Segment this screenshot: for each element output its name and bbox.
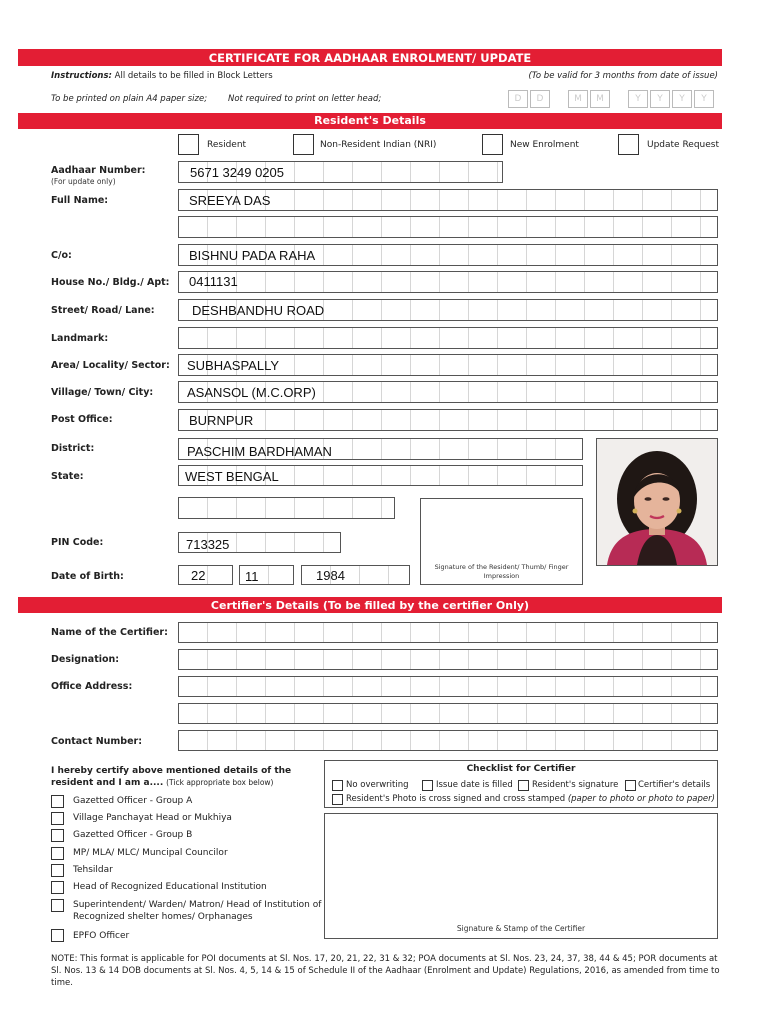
update-request-option-label: Update Request bbox=[647, 140, 720, 150]
date-box-d1[interactable]: D bbox=[508, 90, 528, 108]
landmark-label: Landmark: bbox=[51, 333, 109, 344]
district-label: District: bbox=[51, 443, 95, 454]
role-checkbox-panchayat-head[interactable] bbox=[51, 812, 64, 825]
pin-label: PIN Code: bbox=[51, 537, 104, 548]
certifier-signature-box[interactable] bbox=[324, 813, 718, 939]
checklist-checkbox-certifier-details[interactable] bbox=[625, 780, 636, 791]
checklist-label-photo bbox=[346, 794, 715, 804]
state-field-line2[interactable] bbox=[178, 497, 395, 519]
checklist-checkbox-issue-date[interactable] bbox=[422, 780, 433, 791]
dob-day-value: 22 bbox=[191, 568, 206, 583]
date-box-d2[interactable]: D bbox=[530, 90, 550, 108]
area-label: Area/ Locality/ Sector: bbox=[51, 360, 170, 371]
role-checkbox-educational-head[interactable] bbox=[51, 881, 64, 894]
certifier-declaration bbox=[51, 765, 316, 789]
footer-note: NOTE: This format is applicable for POI documents at Sl. Nos. 17, 20, 21, 22, 31 & 32; POA documents at Sl. Nos. 23, 24, 37, 38, 44 & 45; POR documents at Sl. Nos. 13 & 14 DOB documents at Sl. Nos. 4, 5, 14 & 15 of Schedule II of the Aadhaar (Enrolment and Update) Regulations, 2016, as amended from time to time. bbox=[51, 954, 720, 988]
role-checkbox-epfo[interactable] bbox=[51, 929, 64, 942]
house-field[interactable] bbox=[178, 271, 718, 293]
checklist-photo-note: (paper to photo or photo to paper) bbox=[567, 794, 715, 804]
checklist-label-resident-signature: Resident's signature bbox=[532, 780, 619, 790]
checklist-photo-text: Resident's Photo is cross signed and cross stamped bbox=[346, 794, 566, 804]
role-checkbox-gazetted-b[interactable] bbox=[51, 829, 64, 842]
full-name-value: SREEYA DAS bbox=[189, 193, 271, 208]
dob-day-field[interactable] bbox=[178, 565, 233, 585]
role-checkbox-mp-mla[interactable] bbox=[51, 847, 64, 860]
nri-checkbox[interactable] bbox=[293, 134, 314, 155]
certifier-name-field[interactable] bbox=[178, 622, 718, 643]
new-enrolment-checkbox[interactable] bbox=[482, 134, 503, 155]
aadhaar-field[interactable] bbox=[178, 161, 503, 183]
contact-number-label: Contact Number: bbox=[51, 736, 143, 747]
pin-value: 713325 bbox=[186, 537, 230, 552]
date-box-y1[interactable]: Y bbox=[628, 90, 648, 108]
role-label-shelter-head: Superintendent/ Warden/ Matron/ Head of Institution of Recognized shelter homes/ Orphanages bbox=[73, 900, 322, 922]
full-name-field[interactable] bbox=[178, 189, 718, 211]
state-label: State: bbox=[51, 471, 84, 482]
nri-option-label: Non-Resident Indian (NRI) bbox=[320, 140, 437, 150]
role-label-mp-mla: MP/ MLA/ MLC/ Muncipal Councilor bbox=[73, 848, 228, 858]
state-field[interactable] bbox=[178, 465, 583, 486]
pin-field[interactable] bbox=[178, 532, 341, 553]
checklist-checkbox-no-overwriting[interactable] bbox=[332, 780, 343, 791]
street-value: DESHBANDHU ROAD bbox=[192, 303, 325, 318]
declaration-note: (Tick appropriate box below) bbox=[166, 778, 274, 787]
contact-number-field[interactable] bbox=[178, 730, 718, 751]
office-address-label: Office Address: bbox=[51, 681, 133, 692]
full-name-field-line2[interactable] bbox=[178, 216, 718, 238]
role-label-educational-head: Head of Recognized Educational Institution bbox=[73, 882, 267, 892]
area-field[interactable] bbox=[178, 354, 718, 376]
dob-month-field[interactable] bbox=[239, 565, 294, 585]
area-value: SUBHASPALLY bbox=[187, 358, 280, 373]
post-office-field[interactable] bbox=[178, 409, 718, 431]
resident-photo bbox=[596, 438, 718, 566]
declaration-text: I hereby certify above mentioned details of the resident and I am a.... bbox=[51, 766, 292, 788]
checklist-label-certifier-details: Certifier's details bbox=[638, 780, 711, 790]
village-value: ASANSOL (M.C.ORP) bbox=[187, 385, 316, 400]
date-box-m2[interactable]: M bbox=[590, 90, 610, 108]
aadhaar-note: (For update only) bbox=[51, 177, 116, 186]
checklist-title: Checklist for Certifier bbox=[466, 764, 576, 774]
dob-year-value: 1984 bbox=[316, 568, 345, 583]
instructions-label: Instructions: bbox=[51, 71, 112, 81]
date-box-y2[interactable]: Y bbox=[650, 90, 670, 108]
dob-label: Date of Birth: bbox=[51, 571, 124, 582]
village-field[interactable] bbox=[178, 381, 718, 403]
form-title: CERTIFICATE FOR AADHAAR ENROLMENT/ UPDATE bbox=[18, 49, 722, 66]
checklist-checkbox-resident-signature[interactable] bbox=[518, 780, 529, 791]
dob-month-value: 11 bbox=[245, 569, 259, 584]
date-box-y3[interactable]: Y bbox=[672, 90, 692, 108]
street-field[interactable] bbox=[178, 299, 718, 321]
date-box-y4[interactable]: Y bbox=[694, 90, 714, 108]
role-checkbox-shelter-head[interactable] bbox=[51, 899, 64, 912]
resident-option-label: Resident bbox=[207, 140, 247, 150]
dob-year-field[interactable] bbox=[301, 565, 410, 585]
co-field[interactable] bbox=[178, 244, 718, 266]
date-box-m1[interactable]: M bbox=[568, 90, 588, 108]
role-checkbox-gazetted-a[interactable] bbox=[51, 795, 64, 808]
house-label: House No./ Bldg./ Apt: bbox=[51, 277, 170, 288]
certifier-name-label: Name of the Certifier: bbox=[51, 627, 168, 638]
print-note-letterhead: Not required to print on letter head; bbox=[228, 94, 382, 104]
state-value: WEST BENGAL bbox=[185, 469, 279, 484]
district-value: PASCHIM BARDHAMAN bbox=[187, 444, 332, 459]
designation-label: Designation: bbox=[51, 654, 120, 665]
resident-signature-caption: Signature of the Resident/ Thumb/ Finger Impression bbox=[434, 563, 569, 580]
aadhaar-label: Aadhaar Number: bbox=[51, 165, 146, 176]
certifier-checklist bbox=[324, 760, 718, 808]
co-value: BISHNU PADA RAHA bbox=[189, 248, 316, 263]
resident-section-title: Resident's Details bbox=[18, 113, 722, 129]
print-note-paper: To be printed on plain A4 paper size; bbox=[51, 94, 208, 104]
house-value: 0411131 bbox=[189, 274, 238, 289]
office-address-field-line2[interactable] bbox=[178, 703, 718, 724]
post-office-value: BURNPUR bbox=[189, 413, 254, 428]
landmark-field[interactable] bbox=[178, 327, 718, 349]
full-name-label: Full Name: bbox=[51, 195, 109, 206]
role-label-gazetted-a: Gazetted Officer - Group A bbox=[73, 796, 193, 806]
role-label-panchayat-head: Village Panchayat Head or Mukhiya bbox=[73, 813, 232, 823]
designation-field[interactable] bbox=[178, 649, 718, 670]
resident-checkbox[interactable] bbox=[178, 134, 199, 155]
co-label: C/o: bbox=[51, 250, 72, 261]
instructions-text: All details to be filled in Block Letters bbox=[114, 71, 273, 81]
new-enrolment-option-label: New Enrolment bbox=[510, 140, 579, 150]
certifier-section-title: Certifier's Details (To be filled by the certifier Only) bbox=[18, 597, 722, 613]
office-address-field[interactable] bbox=[178, 676, 718, 697]
role-checkbox-tehsildar[interactable] bbox=[51, 864, 64, 877]
role-label-epfo: EPFO Officer bbox=[73, 931, 130, 941]
update-request-checkbox[interactable] bbox=[618, 134, 639, 155]
village-label: Village/ Town/ City: bbox=[51, 387, 154, 398]
resident-signature-box[interactable] bbox=[420, 498, 583, 585]
checklist-checkbox-photo[interactable] bbox=[332, 794, 343, 805]
role-label-tehsildar: Tehsildar bbox=[73, 865, 113, 875]
post-office-label: Post Office: bbox=[51, 414, 113, 425]
validity-note: (To be valid for 3 months from date of issue) bbox=[528, 71, 718, 81]
role-label-gazetted-b: Gazetted Officer - Group B bbox=[73, 830, 193, 840]
aadhaar-value: 5671 3249 0205 bbox=[190, 165, 284, 180]
instructions bbox=[51, 71, 273, 81]
street-label: Street/ Road/ Lane: bbox=[51, 305, 155, 316]
district-field[interactable] bbox=[178, 438, 583, 460]
checklist-label-no-overwriting: No overwriting bbox=[346, 780, 409, 790]
checklist-label-issue-date: Issue date is filled bbox=[436, 780, 513, 790]
resident-photo-image bbox=[597, 439, 717, 565]
certifier-signature-caption: Signature & Stamp of the Certifier bbox=[456, 924, 586, 933]
